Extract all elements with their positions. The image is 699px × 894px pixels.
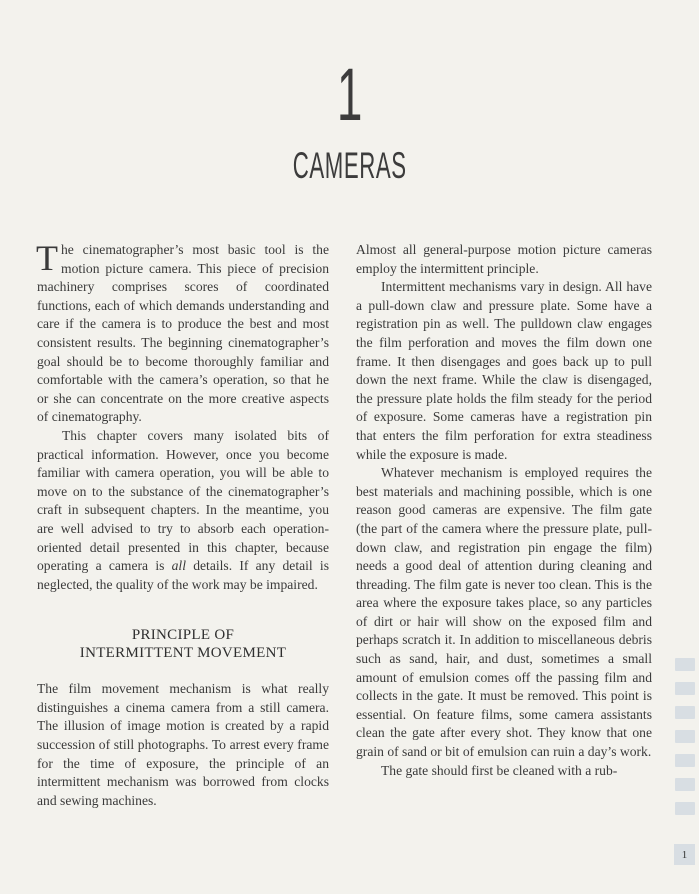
thumb-tab — [675, 706, 695, 719]
thumb-tab — [675, 682, 695, 695]
thumb-tab — [675, 730, 695, 743]
right-paragraph-3: Whatever mechanism is employed requires the best materials and machining possible, which is one reason good cameras are expensive. The film gate (the part of the camera where the pressure plate, pull-down claw, and registration pin engage the film) needs a good deal of attention during cleaning and threading. The film gate is never too clean. This is the area where the exposure takes place, so any particles of dirt or hair will show on the exposed film and perhaps scratch it. In addition to miscellaneous debris such as sand, hair, and dust, sometimes a small amount of emulsion comes off the passing film and collects in the gate. It must be removed. This point is essential. On feature films, some camera assistants clean the gate after every shot. They know that one grain of sand or bit of emulsion can ruin a day’s work. — [356, 465, 652, 760]
section-heading — [37, 626, 329, 662]
thumb-tab — [675, 754, 695, 767]
thumb-index-tabs — [675, 658, 695, 826]
section-heading-line-1: PRINCIPLE OF — [131, 627, 235, 644]
thumb-tab — [675, 658, 695, 671]
chapter-title: CAMERAS — [292, 145, 407, 186]
thumb-tab — [675, 778, 695, 791]
intro-paragraph-2-text-b: details. If any detail is neglected, the quality of the work may be impaired. — [37, 558, 329, 592]
section-heading-line-2: INTERMITTENT MOVEMENT — [79, 645, 287, 662]
right-paragraph-4: The gate should first be cleaned with a rub- — [381, 762, 618, 778]
right-column — [356, 241, 652, 780]
thumb-tab — [675, 802, 695, 815]
right-paragraph-2: Intermittent mechanisms vary in design. All have a pull-down claw and pressure plate. Some have a registration pin as well. The pulldown claw engages the film perforation and moves the film down one frame. It then disengages and goes back up to pull down the next frame. While the claw is disengaged, the pressure plate holds the film steady for the period of exposure. Some cameras have a registration pin that enters the film perforation for extra steadiness while the exposure is made. — [356, 279, 652, 462]
intro-paragraph-1 — [36, 238, 329, 427]
emphasis-all: all — [171, 558, 186, 574]
page-number: 1 — [674, 844, 695, 865]
chapter-number: 1 — [336, 53, 363, 136]
section-paragraph-1: The film movement mechanism is what really distinguishes a cinema camera from a still camera. The illusion of image motion is created by a rapid succession of still photographs. To arrest every frame for the time of exposure, the principle of an intermittent mechanism was borrowed from clocks and sewing machines. — [37, 681, 329, 808]
intro-paragraph-2 — [37, 427, 329, 594]
intro-paragraph-1-text: he cinematographer’s most basic tool is the motion picture camera. This piece of precision machinery comprises scores of coordinated functions, each of which demands understanding and care if the camera is to produce the best and most consistent results. The beginning cinematographer’s goal should be to become thoroughly familiar and comfortable with the camera’s operation, so that he or she can concentrate on the more creative aspects of cinematography. — [37, 242, 329, 425]
drop-cap: T — [36, 238, 58, 278]
right-paragraph-1: Almost all general-purpose motion picture cameras employ the intermittent principle. — [356, 242, 652, 276]
intro-paragraph-2-text-a: This chapter covers many isolated bits of practical information. However, once you become familiar with camera operation, you will be able to move on to the substance of the cinematographer’s craft in subsequent chapters. In the meantime, you are well advised to try to absorb each operation-oriented detail presented in this chapter, because operating a camera is — [37, 427, 329, 574]
left-column — [36, 238, 329, 810]
